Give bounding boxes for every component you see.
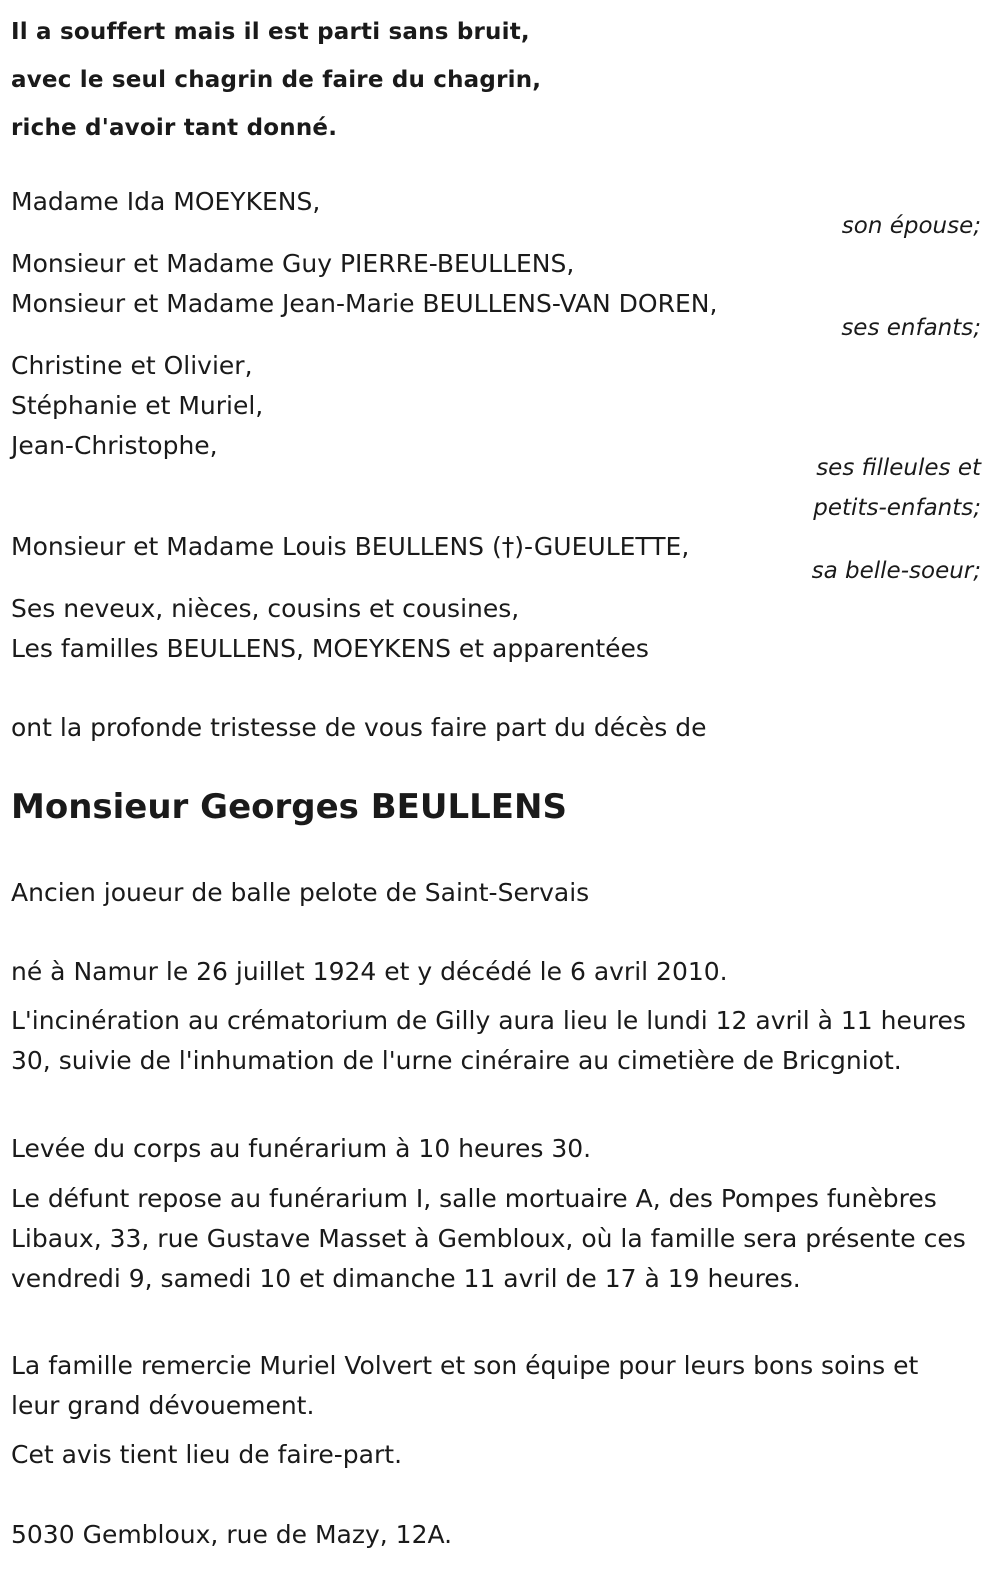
family-member-child: Monsieur et Madame Guy PIERRE-BEULLENS, <box>11 249 575 278</box>
verse-line: Il a souffert mais il est parti sans bruit, <box>11 19 530 45</box>
family-member-grandchild: Christine et Olivier, <box>11 351 253 380</box>
opening-verse <box>11 8 541 152</box>
announcement-text: ont la profonde tristesse de vous faire part du décès de <box>11 713 707 742</box>
family-member-spouse: Madame Ida MOEYKENS, <box>11 187 321 216</box>
deceased-name: Monsieur Georges BEULLENS <box>11 787 567 827</box>
thanks-info: La famille remercie Muriel Volvert et son équipe pour leurs bons soins et leur grand dévouement. <box>11 1351 919 1420</box>
repose-info: Le défunt repose au funérarium I, salle mortuaire A, des Pompes funèbres Libaux, 33, rue Gustave Masset à Gembloux, où la famille sera présente ces vendredi 9, samedi 10 et dimanche 11 avril de 17 à 19 heures. <box>11 1184 966 1293</box>
relation-label-spouse: son épouse; <box>841 213 981 239</box>
verse-line: avec le seul chagrin de faire du chagrin, <box>11 67 542 93</box>
family-others: Ses neveux, nièces, cousins et cousines, <box>11 594 520 623</box>
deceased-description: Ancien joueur de balle pelote de Saint-Servais <box>11 878 590 907</box>
family-member-grandchild: Stéphanie et Muriel, <box>11 391 264 420</box>
family-member-grandchild: Jean-Christophe, <box>11 431 218 460</box>
birth-death-info: né à Namur le 26 juillet 1924 et y décédé le 6 avril 2010. <box>11 957 728 986</box>
notice-info: Cet avis tient lieu de faire-part. <box>11 1440 403 1469</box>
family-member-sister-in-law: Monsieur et Madame Louis BEULLENS (†)-GUEULETTE, <box>11 532 690 561</box>
relation-label-children: ses enfants; <box>841 315 981 341</box>
family-others: Les familles BEULLENS, MOEYKENS et apparentées <box>11 634 649 663</box>
verse-line: riche d'avoir tant donné. <box>11 115 338 141</box>
cremation-info: L'incinération au crématorium de Gilly aura lieu le lundi 12 avril à 11 heures 30, suivie de l'inhumation de l'urne cinéraire au cimetière de Bricgniot. <box>11 1006 966 1075</box>
relation-label-grandchildren: ses filleules et <box>816 455 981 481</box>
address: 5030 Gembloux, rue de Mazy, 12A. <box>11 1520 453 1549</box>
levee-info: Levée du corps au funérarium à 10 heures 30. <box>11 1134 592 1163</box>
relation-label-sister-in-law: sa belle-soeur; <box>811 558 981 584</box>
family-member-child: Monsieur et Madame Jean-Marie BEULLENS-VAN DOREN, <box>11 289 718 318</box>
relation-label-grandchildren: petits-enfants; <box>813 495 981 521</box>
